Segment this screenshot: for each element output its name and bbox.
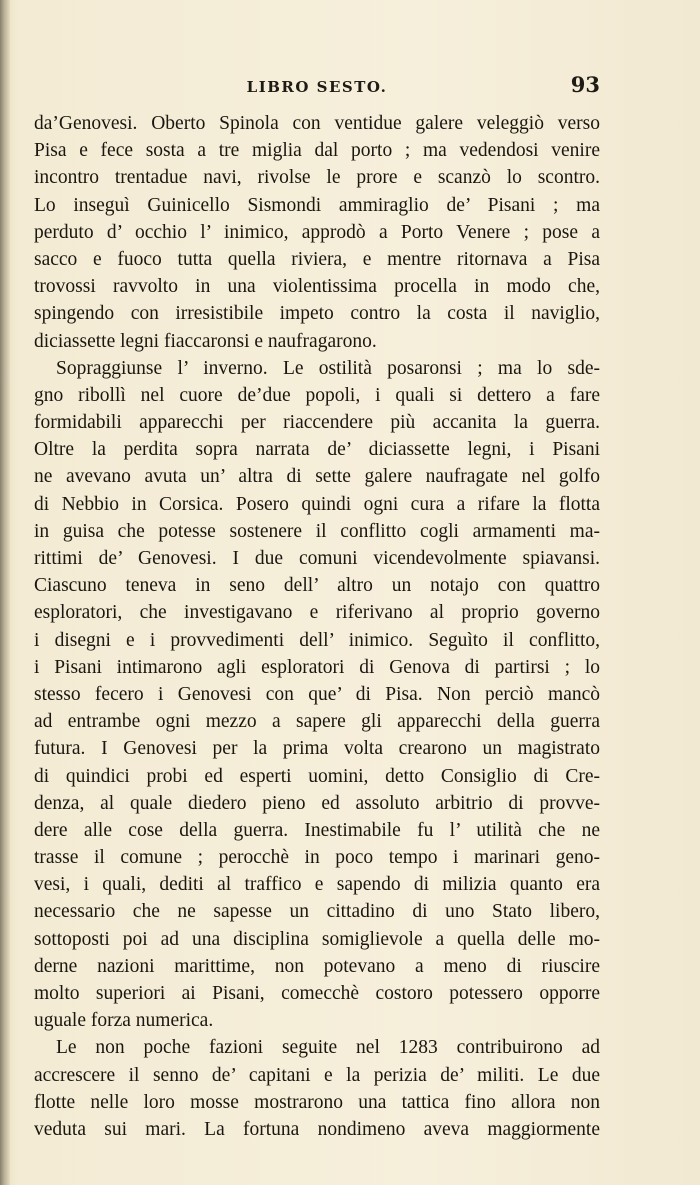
text-line: accrescere il senno de’ capitani e la perizia de’ militi. Le due bbox=[34, 1064, 600, 1086]
paragraph-3 bbox=[34, 1034, 600, 1143]
text-line: futura. I Genovesi per la prima volta crearono un magistrato bbox=[34, 738, 600, 760]
text-line: Oltre la perdita sopra narrata de’ diciassette legni, i Pisani bbox=[34, 439, 600, 461]
text-line: rittimi de’ Genovesi. I due comuni vicendevolmente spiavansi. bbox=[34, 548, 600, 569]
text-line: di quindici probi ed esperti uomini, detto Consiglio di Cre- bbox=[34, 765, 600, 787]
text-line: gno ribollì nel cuore de’due popoli, i quali si dettero a fare bbox=[34, 384, 600, 406]
text-line: veduta sui mari. La fortuna nondimeno aveva maggiormente bbox=[34, 1118, 600, 1140]
text-line: derne nazioni marittime, non potevano a meno di riuscire bbox=[34, 955, 600, 977]
text-line: Ciascuno teneva in seno dell’ altro un notajo con quattro bbox=[34, 575, 600, 597]
body-text bbox=[34, 110, 600, 1143]
running-title: LIBRO SESTO. bbox=[246, 78, 388, 96]
text-line: esploratori, che investigavano e riferivano al proprio governo bbox=[34, 602, 600, 624]
text-line: ad entrambe ogni mezzo a sapere gli apparecchi della guerra bbox=[34, 711, 600, 733]
text-line: trasse il comune ; perocchè in poco tempo i marinari geno- bbox=[34, 847, 600, 869]
text-line: flotte nelle loro mosse mostrarono una tattica fino allora non bbox=[34, 1091, 600, 1113]
text-line: Le non poche fazioni seguite nel 1283 contribuirono ad bbox=[56, 1037, 600, 1059]
text-line: sacco e fuoco tutta quella riviera, e mentre ritornava a Pisa bbox=[34, 248, 600, 270]
text-line: incontro trentadue navi, rivolse le prore e scanzò lo scontro. bbox=[34, 167, 600, 189]
text-line: dere alle cose della guerra. Inestimabile fu l’ utilità che ne bbox=[34, 819, 600, 841]
text-line: denza, al quale diedero pieno ed assoluto arbitrio di provve- bbox=[34, 792, 600, 814]
text-line: spingendo con irresistibile impeto contro la costa il naviglio, bbox=[34, 303, 600, 325]
page-spine-shadow bbox=[0, 0, 10, 1185]
text-line: uguale forza numerica. bbox=[34, 1010, 214, 1032]
text-line: formidabili apparecchi per riaccendere più accanita la guerra. bbox=[34, 412, 600, 434]
text-line: di Nebbio in Corsica. Posero quindi ogni cura a rifare la flotta bbox=[34, 493, 600, 515]
page-header bbox=[34, 72, 600, 102]
text-line: da’Genovesi. Oberto Spinola con ventidue galere veleggiò verso bbox=[34, 113, 600, 134]
text-line: perduto d’ occhio l’ inimico, approdò a Porto Venere ; pose a bbox=[34, 221, 600, 243]
text-line: necessario che ne sapesse un cittadino di uno Stato libero, bbox=[34, 901, 600, 923]
text-line: in guisa che potesse sostenere il conflitto cogli armamenti ma- bbox=[34, 520, 600, 542]
text-line: vesi, i quali, dediti al traffico e sapendo di milizia quanto era bbox=[34, 874, 600, 896]
paragraph-1 bbox=[34, 110, 600, 355]
text-line: stesso fecero i Genovesi con que’ di Pisa. Non perciò mancò bbox=[34, 683, 600, 705]
text-line: Lo inseguì Guinicello Sismondi ammiraglio de’ Pisani ; ma bbox=[34, 194, 600, 216]
text-line: diciassette legni fiaccaronsi e naufragarono. bbox=[34, 330, 377, 352]
text-line: sottoposti poi ad una disciplina somiglievole a quella delle mo- bbox=[34, 928, 600, 950]
text-line: trovossi ravvolto in una violentissima procella in modo che, bbox=[34, 276, 600, 298]
text-line: ne avevano avuta un’ altra di sette galere naufragate nel golfo bbox=[34, 466, 600, 488]
text-line: Sopraggiunse l’ inverno. Le ostilità posaronsi ; ma lo sde- bbox=[56, 357, 600, 379]
text-line: i Pisani intimarono agli esploratori di Genova di partirsi ; lo bbox=[34, 656, 600, 678]
text-line: i disegni e i provvedimenti dell’ inimico. Seguìto il conflitto, bbox=[34, 629, 600, 651]
text-line: molto superiori ai Pisani, comecchè costoro potessero opporre bbox=[34, 983, 600, 1004]
text-line: Pisa e fece sosta a tre miglia dal porto ; ma vedendosi venire bbox=[34, 140, 600, 162]
page-number: 93 bbox=[570, 72, 600, 97]
paragraph-2 bbox=[34, 355, 600, 1035]
